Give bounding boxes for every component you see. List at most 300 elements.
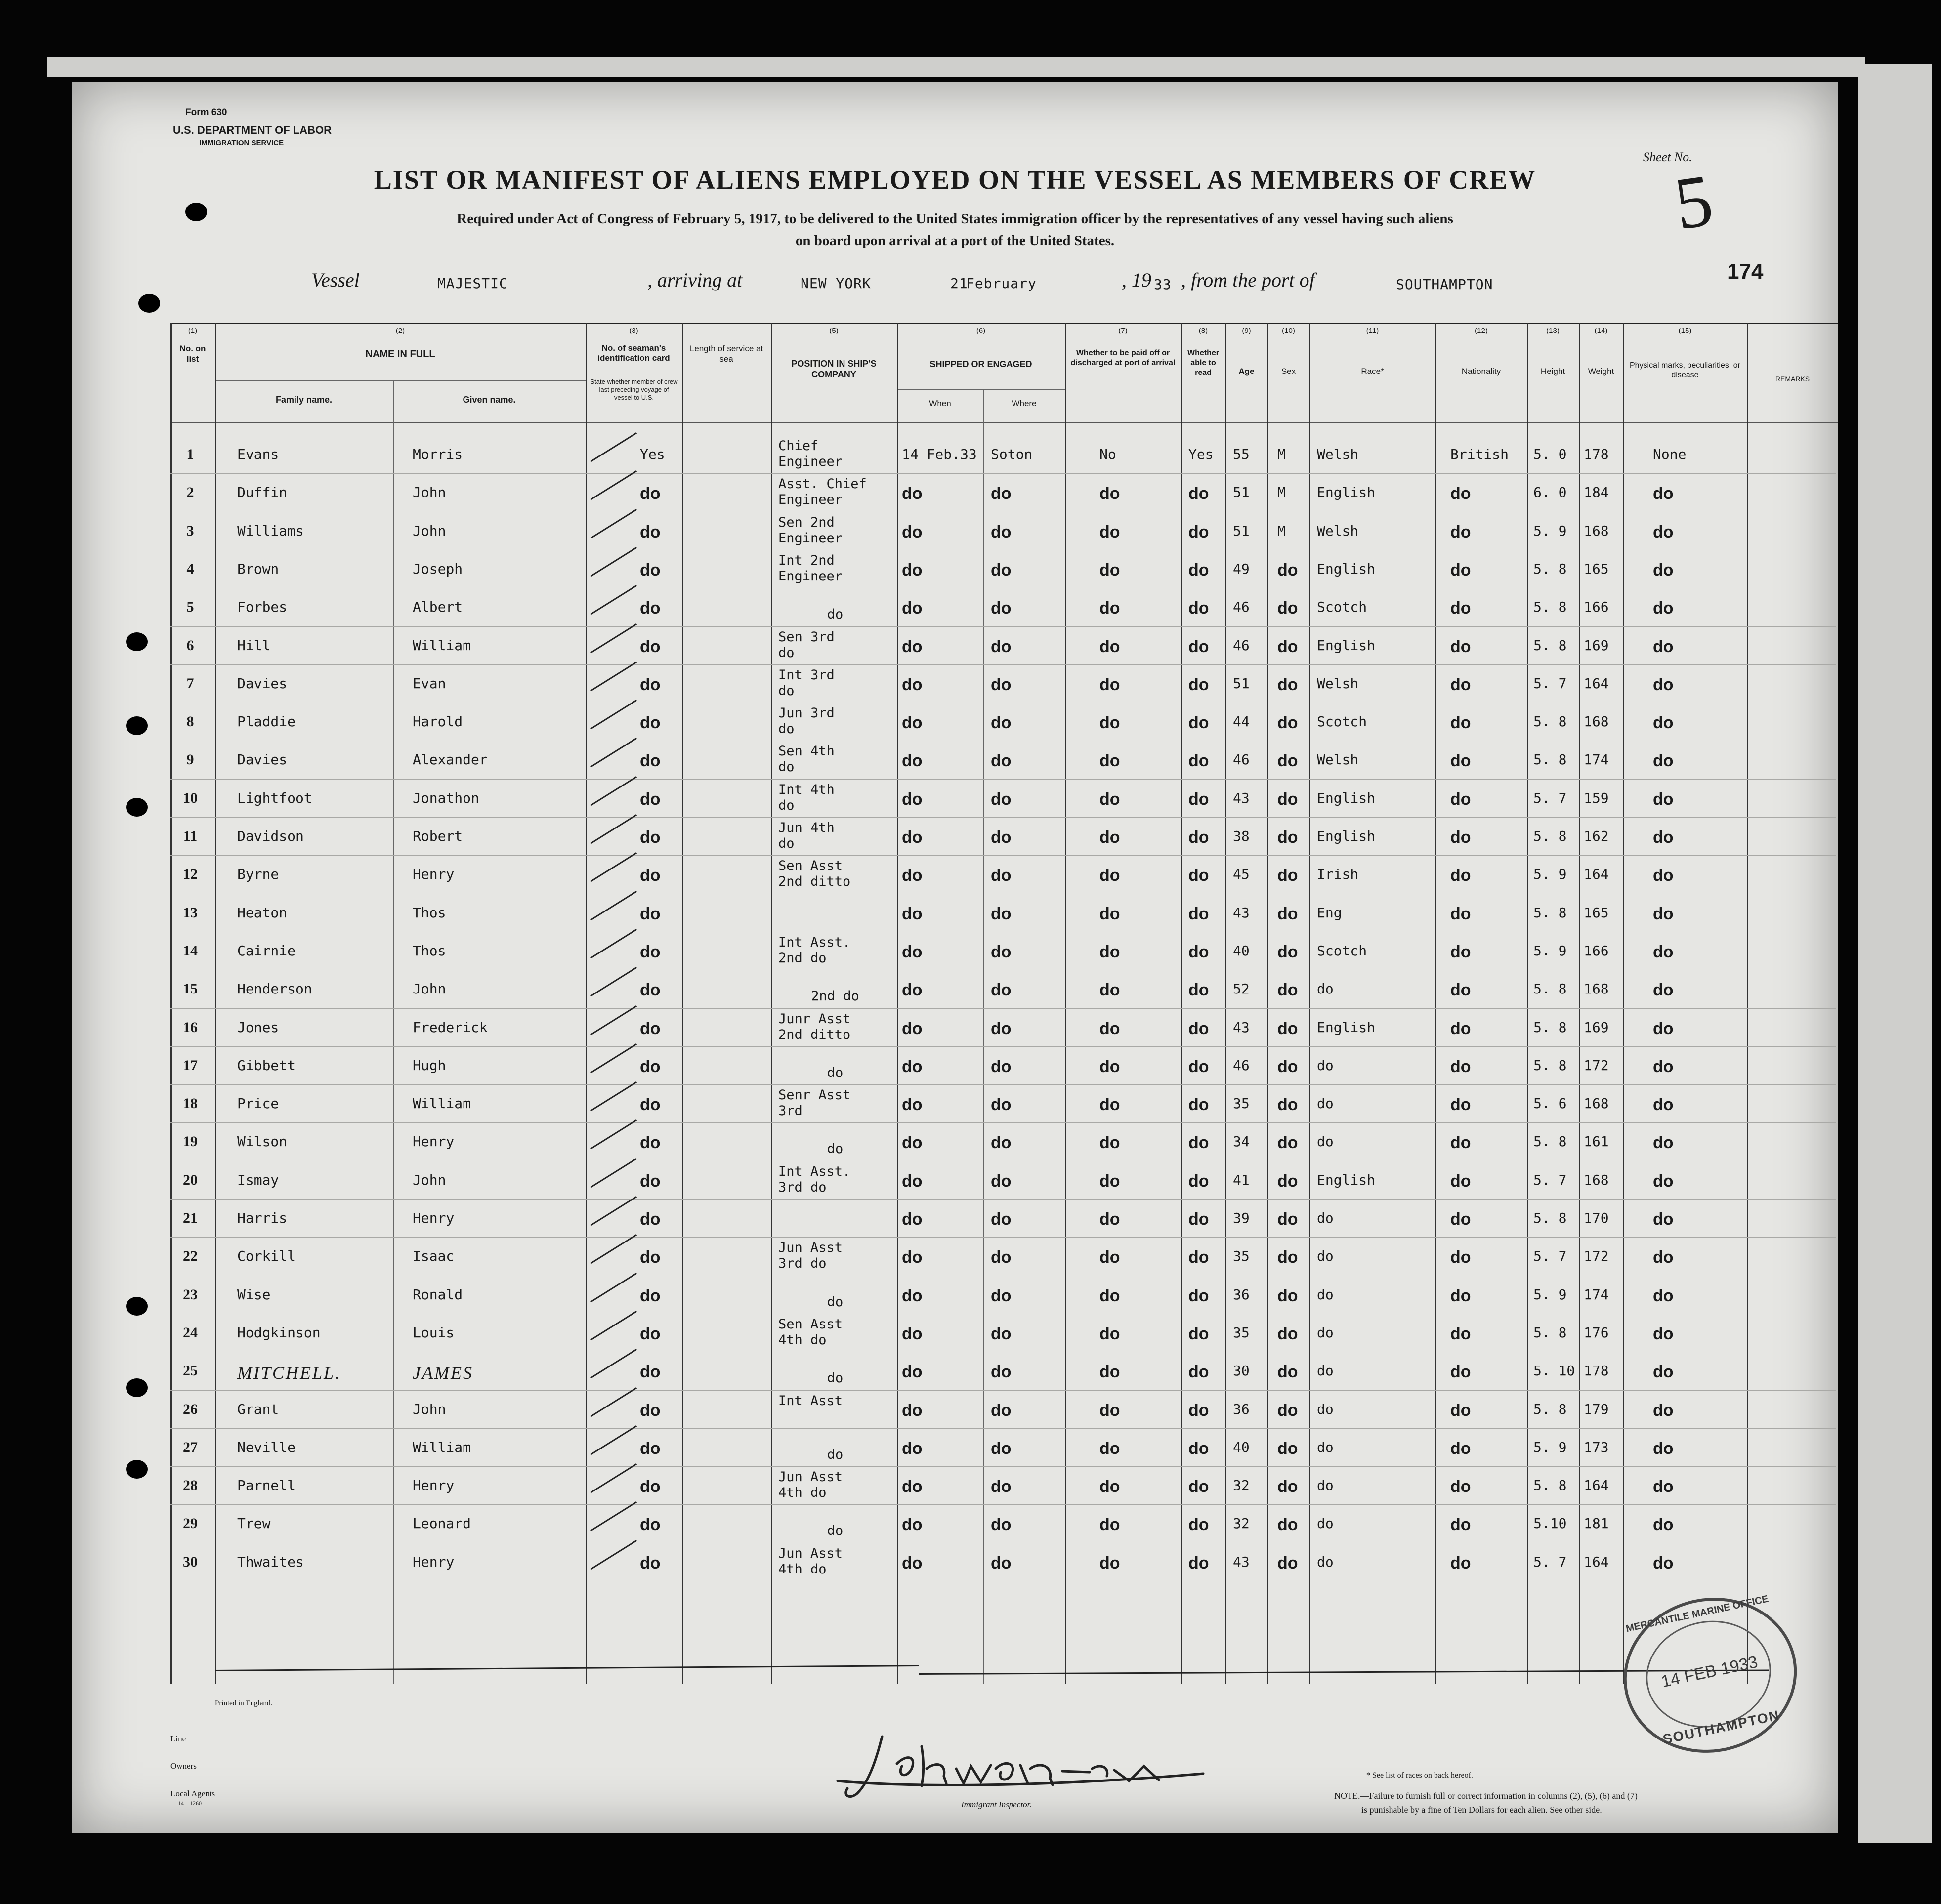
weight: 184	[1584, 484, 1609, 501]
race: Irish	[1317, 866, 1359, 883]
card-column-tick	[590, 929, 637, 959]
position-line2: do	[827, 1294, 844, 1310]
height: 5. 8	[1533, 713, 1567, 730]
col-divider	[682, 323, 683, 1684]
nationality: do	[1450, 904, 1471, 923]
previous-voyage: do	[640, 981, 661, 1000]
nationality: do	[1450, 484, 1471, 503]
col-number: (13)	[1546, 327, 1560, 335]
shipped-when: do	[902, 1019, 923, 1038]
form-number: Form 630	[185, 107, 227, 118]
race: do	[1317, 1248, 1334, 1265]
able-to-read: do	[1188, 904, 1209, 923]
given-name: Frederick	[413, 1019, 488, 1035]
able-to-read: do	[1188, 1439, 1209, 1458]
row-rule	[170, 1237, 1836, 1238]
shipped-when: do	[902, 828, 923, 847]
height: 5. 8	[1533, 1324, 1567, 1341]
row-rule	[170, 664, 1836, 665]
height: 5. 8	[1533, 751, 1567, 768]
position-line1: Senr Asst	[778, 1087, 851, 1103]
given-name: JAMES	[413, 1363, 473, 1383]
nationality: do	[1450, 675, 1471, 694]
age: 36	[1233, 1286, 1250, 1303]
row-rule	[170, 626, 1836, 627]
nationality: do	[1450, 1171, 1471, 1191]
sex: do	[1277, 560, 1298, 579]
card-column-tick	[590, 1349, 637, 1379]
family-name: Hodgkinson	[237, 1324, 321, 1341]
arrival-year: 33	[1154, 276, 1172, 292]
sex: M	[1277, 446, 1286, 462]
col-divider	[1747, 323, 1748, 1684]
race: English	[1317, 1019, 1376, 1035]
weight: 170	[1584, 1210, 1609, 1226]
able-to-read: do	[1188, 560, 1209, 579]
previous-voyage: Yes	[640, 446, 665, 462]
row-number: 15	[183, 981, 198, 997]
weight: 166	[1584, 942, 1609, 959]
given-name: Harold	[413, 713, 463, 730]
shipped-when: do	[902, 1133, 923, 1153]
inspector-label: Immigrant Inspector.	[961, 1800, 1032, 1809]
col-divider	[1267, 323, 1268, 1684]
row-number: 26	[183, 1401, 198, 1417]
row-rule	[170, 817, 1836, 818]
punch-hole	[126, 716, 148, 735]
paid-off: do	[1099, 484, 1120, 503]
age: 35	[1233, 1324, 1250, 1341]
col-divider	[897, 323, 898, 1684]
race: Eng	[1317, 904, 1342, 921]
mercantile-office-stamp	[1609, 1582, 1811, 1769]
col-divider	[983, 389, 984, 1684]
age: 46	[1233, 637, 1250, 654]
age: 55	[1233, 446, 1250, 462]
position-line1: Jun Asst	[778, 1240, 843, 1256]
sex: do	[1277, 1171, 1298, 1191]
age: 43	[1233, 789, 1250, 806]
nationality: do	[1450, 560, 1471, 579]
col-divider	[1623, 323, 1624, 1684]
shipped-where: do	[991, 1210, 1012, 1229]
age: 52	[1233, 981, 1250, 997]
shipped-when: do	[902, 1057, 923, 1076]
race: English	[1317, 1171, 1376, 1188]
shipped-where: do	[991, 1553, 1012, 1573]
shipped-when: do	[902, 1324, 923, 1343]
able-to-read: do	[1188, 1210, 1209, 1229]
height: 5. 7	[1533, 1248, 1567, 1265]
previous-voyage: do	[640, 1057, 661, 1076]
able-to-read: do	[1188, 1286, 1209, 1305]
height: 5. 8	[1533, 1133, 1567, 1150]
paid-off: do	[1099, 904, 1120, 923]
physical-marks: do	[1653, 713, 1674, 733]
row-strikethrough	[215, 1665, 919, 1671]
given-name: Jonathon	[413, 789, 479, 806]
race: Scotch	[1317, 942, 1367, 959]
header-length-of-service: Length of service at sea	[689, 344, 763, 364]
shipped-where: do	[991, 713, 1012, 733]
row-number: 22	[183, 1248, 198, 1265]
paid-off: do	[1099, 1477, 1120, 1496]
col-divider	[1181, 323, 1182, 1684]
shipped-where: do	[991, 1057, 1012, 1076]
previous-voyage: do	[640, 675, 661, 694]
paid-off: do	[1099, 1286, 1120, 1305]
position-line1: Int 3rd	[778, 667, 835, 683]
header-previous-voyage: State whether member of crew last preceding voyage of vessel to U.S.	[590, 378, 678, 401]
height: 5. 8	[1533, 1210, 1567, 1226]
shipped-when: do	[902, 1286, 923, 1305]
paid-off: do	[1099, 637, 1120, 656]
shipped-when: do	[902, 637, 923, 656]
family-name: Cairnie	[237, 942, 296, 959]
nationality: British	[1450, 446, 1509, 462]
nationality: do	[1450, 866, 1471, 885]
footer-print-code: 14—1260	[178, 1800, 202, 1807]
paid-off: do	[1099, 1095, 1120, 1115]
age: 44	[1233, 713, 1250, 730]
shipped-where: do	[991, 751, 1012, 771]
family-name: Williams	[237, 522, 304, 539]
height: 6. 0	[1533, 484, 1567, 501]
shipped-when: do	[902, 1171, 923, 1191]
row-number: 19	[183, 1133, 198, 1150]
family-name: Grant	[237, 1401, 279, 1417]
paid-off: do	[1099, 1171, 1120, 1191]
header-no-on-list: No. on list	[179, 344, 206, 364]
card-column-tick	[590, 1196, 637, 1226]
shipped-when: do	[902, 675, 923, 694]
nationality: do	[1450, 1248, 1471, 1267]
shipped-when: do	[902, 866, 923, 885]
card-column-tick	[590, 1158, 637, 1188]
requirement-text-cont: on board upon arrival at a port of the United States.	[795, 233, 1115, 248]
card-column-tick	[590, 700, 637, 730]
position-line1: Sen 4th	[778, 744, 835, 759]
height: 5.10	[1533, 1515, 1567, 1532]
nationality: do	[1450, 1324, 1471, 1343]
weight: 166	[1584, 599, 1609, 616]
arrival-port: NEW YORK	[801, 275, 871, 291]
col-divider	[1225, 323, 1226, 1684]
shipped-where: do	[991, 1477, 1012, 1496]
position-line2: do	[827, 1065, 844, 1080]
card-column-tick	[590, 509, 637, 539]
physical-marks: do	[1653, 1286, 1674, 1305]
card-column-tick	[590, 1463, 637, 1493]
card-column-tick	[590, 1425, 637, 1455]
age: 39	[1233, 1210, 1250, 1226]
previous-voyage: do	[640, 751, 661, 771]
paid-off: do	[1099, 1553, 1120, 1573]
weight: 168	[1584, 981, 1609, 997]
paid-off: No	[1099, 446, 1116, 462]
sex: do	[1277, 1515, 1298, 1534]
name-subheader-rule	[215, 380, 586, 381]
paid-off: do	[1099, 828, 1120, 847]
race: do	[1317, 1401, 1334, 1417]
height: 5. 8	[1533, 560, 1567, 577]
race: do	[1317, 981, 1334, 997]
sex: do	[1277, 1133, 1298, 1153]
family-name: Henderson	[237, 981, 312, 997]
col-number: (9)	[1242, 327, 1251, 335]
able-to-read: do	[1188, 1171, 1209, 1191]
punch-hole	[126, 1378, 148, 1397]
given-name: Ronald	[413, 1286, 463, 1303]
header-position: POSITION IN SHIP'S COMPANY	[791, 359, 877, 379]
able-to-read: do	[1188, 1477, 1209, 1496]
given-name: Robert	[413, 828, 463, 844]
position-line1: Chief	[778, 438, 819, 454]
previous-voyage: do	[640, 1363, 661, 1382]
arriving-label: , arriving at	[647, 269, 743, 291]
height: 5. 6	[1533, 1095, 1567, 1112]
col-number: (5)	[829, 327, 839, 335]
position-line2: do	[827, 607, 844, 622]
page-number: 174	[1727, 259, 1764, 284]
able-to-read: do	[1188, 789, 1209, 809]
family-name: Hill	[237, 637, 271, 654]
family-name: Trew	[237, 1515, 271, 1532]
card-column-tick	[590, 852, 637, 882]
weight: 172	[1584, 1057, 1609, 1074]
height: 5. 9	[1533, 522, 1567, 539]
row-number: 3	[186, 522, 194, 539]
weight: 164	[1584, 866, 1609, 883]
header-sex: Sex	[1281, 367, 1296, 376]
height: 5. 8	[1533, 904, 1567, 921]
physical-marks: do	[1653, 1019, 1674, 1038]
previous-voyage: do	[640, 484, 661, 503]
family-name: Evans	[237, 446, 279, 462]
position-line1: Int 2nd	[778, 552, 835, 568]
able-to-read: do	[1188, 599, 1209, 618]
race: do	[1317, 1553, 1334, 1570]
given-name: Thos	[413, 942, 446, 959]
nationality: do	[1450, 1439, 1471, 1458]
able-to-read: do	[1188, 981, 1209, 1000]
row-number: 9	[186, 751, 194, 768]
paid-off: do	[1099, 866, 1120, 885]
able-to-read: do	[1188, 1057, 1209, 1076]
position-line2: 4th do	[778, 1332, 827, 1348]
card-column-tick	[590, 738, 637, 768]
given-name: Henry	[413, 1477, 455, 1494]
shipped-where: do	[991, 1401, 1012, 1420]
position-line2: 4th do	[778, 1561, 827, 1577]
age: 43	[1233, 904, 1250, 921]
nationality: do	[1450, 828, 1471, 847]
weight: 164	[1584, 675, 1609, 692]
from-label: , from the port of	[1181, 269, 1315, 291]
given-name: John	[413, 981, 446, 997]
row-rule	[170, 1008, 1836, 1009]
shipped-where: do	[991, 828, 1012, 847]
row-number: 13	[183, 904, 198, 921]
shipped-when: do	[902, 484, 923, 503]
previous-voyage: do	[640, 1019, 661, 1038]
position-line2: do	[778, 836, 795, 851]
able-to-read: do	[1188, 942, 1209, 961]
physical-marks: do	[1653, 675, 1674, 694]
weight: 178	[1584, 1363, 1609, 1379]
shipped-when: do	[902, 599, 923, 618]
paid-off: do	[1099, 789, 1120, 809]
header-physical-marks: Physical marks, peculiarities, or disease	[1629, 361, 1741, 379]
age: 49	[1233, 560, 1250, 577]
given-name: Henry	[413, 1553, 455, 1570]
previous-voyage: do	[640, 1477, 661, 1496]
weight: 164	[1584, 1553, 1609, 1570]
family-name: Brown	[237, 560, 279, 577]
shipped-when: do	[902, 942, 923, 961]
race: English	[1317, 560, 1376, 577]
given-name: Hugh	[413, 1057, 446, 1074]
given-name: John	[413, 522, 446, 539]
height: 5. 7	[1533, 789, 1567, 806]
arrival-month: February	[966, 275, 1037, 291]
row-number: 1	[186, 446, 194, 462]
height: 5. 8	[1533, 1019, 1567, 1035]
previous-voyage: do	[640, 1401, 661, 1420]
sex: do	[1277, 713, 1298, 733]
col-number: (2)	[395, 327, 405, 335]
nationality: do	[1450, 1019, 1471, 1038]
previous-voyage: do	[640, 828, 661, 847]
given-name: William	[413, 1095, 471, 1112]
header-age: Age	[1238, 367, 1255, 376]
race: Scotch	[1317, 713, 1367, 730]
physical-marks: do	[1653, 1248, 1674, 1267]
sex: do	[1277, 981, 1298, 1000]
paid-off: do	[1099, 1363, 1120, 1382]
family-name: Duffin	[237, 484, 288, 501]
header-seaman-card: No. of seaman's identification card	[597, 343, 670, 363]
weight: 168	[1584, 713, 1609, 730]
col-number: (10)	[1282, 327, 1295, 335]
nationality: do	[1450, 1477, 1471, 1496]
able-to-read: do	[1188, 1553, 1209, 1573]
sex: do	[1277, 1095, 1298, 1115]
card-column-tick	[590, 1387, 637, 1417]
shipped-where: do	[991, 1515, 1012, 1534]
physical-marks: do	[1653, 1515, 1674, 1534]
physical-marks: do	[1653, 1095, 1674, 1115]
arrival-day: 21	[950, 275, 968, 291]
sex: do	[1277, 1477, 1298, 1496]
shipped-where: do	[991, 1363, 1012, 1382]
stamp-bottom-text: SOUTHAMPTON	[1661, 1707, 1781, 1747]
given-name: Henry	[413, 1133, 455, 1150]
given-name: Louis	[413, 1324, 455, 1341]
race: Welsh	[1317, 522, 1359, 539]
shipped-where: do	[991, 637, 1012, 656]
race: do	[1317, 1210, 1334, 1226]
race: Scotch	[1317, 599, 1367, 616]
shipped-when: do	[902, 1439, 923, 1458]
col-divider	[393, 380, 394, 1684]
sex: M	[1277, 522, 1286, 539]
sex: do	[1277, 1324, 1298, 1343]
height: 5. 7	[1533, 1171, 1567, 1188]
physical-marks: None	[1653, 446, 1687, 462]
row-number: 17	[183, 1057, 198, 1074]
race: English	[1317, 789, 1376, 806]
row-number: 4	[186, 560, 194, 577]
col-number: (14)	[1594, 327, 1608, 335]
position-line1: Int 4th	[778, 782, 835, 797]
race: Welsh	[1317, 446, 1359, 462]
height: 5. 10	[1533, 1363, 1575, 1379]
card-column-tick	[590, 814, 637, 844]
header-shipped-engaged: SHIPPED OR ENGAGED	[929, 359, 1032, 369]
shipped-where: do	[991, 981, 1012, 1000]
card-column-tick	[590, 585, 637, 615]
family-name: Ismay	[237, 1171, 279, 1188]
age: 43	[1233, 1553, 1250, 1570]
race: do	[1317, 1324, 1334, 1341]
position-line2: 3rd do	[778, 1256, 827, 1272]
family-name: Jones	[237, 1019, 279, 1035]
position-line1: Jun 4th	[778, 820, 835, 835]
stamp-top-text: MERCANTILE MARINE OFFICE	[1625, 1593, 1770, 1635]
header-able-to-read: Whether able to read	[1187, 349, 1219, 377]
page-title: LIST OR MANIFEST OF ALIENS EMPLOYED ON THE VESSEL AS MEMBERS OF CREW	[374, 165, 1536, 195]
header-weight: Weight	[1588, 367, 1614, 376]
age: 41	[1233, 1171, 1250, 1188]
sex: do	[1277, 942, 1298, 961]
header-bottom-border	[170, 422, 1838, 423]
nationality: do	[1450, 1057, 1471, 1076]
able-to-read: do	[1188, 1401, 1209, 1420]
position-line1: Sen Asst	[778, 1316, 843, 1332]
physical-marks: do	[1653, 942, 1674, 961]
paid-off: do	[1099, 1210, 1120, 1229]
shipped-when: do	[902, 1401, 923, 1420]
position-line2: do	[827, 1447, 844, 1462]
able-to-read: do	[1188, 866, 1209, 885]
weight: 174	[1584, 1286, 1609, 1303]
able-to-read: do	[1188, 1019, 1209, 1038]
shipped-where: do	[991, 599, 1012, 618]
family-name: Corkill	[237, 1248, 296, 1265]
weight: 164	[1584, 1477, 1609, 1494]
family-name: Thwaites	[237, 1553, 304, 1570]
family-name: Lightfoot	[237, 789, 312, 806]
shipped-where: do	[991, 1286, 1012, 1305]
shipped-when: do	[902, 560, 923, 579]
shipped-when: do	[902, 1515, 923, 1534]
nationality: do	[1450, 1363, 1471, 1382]
nationality: do	[1450, 942, 1471, 961]
weight: 169	[1584, 637, 1609, 654]
sex: do	[1277, 904, 1298, 923]
family-name: Neville	[237, 1439, 296, 1455]
previous-voyage: do	[640, 522, 661, 541]
previous-voyage: do	[640, 866, 661, 885]
row-number: 10	[183, 789, 198, 806]
race: Welsh	[1317, 751, 1359, 768]
sex: do	[1277, 1401, 1298, 1420]
able-to-read: do	[1188, 1133, 1209, 1153]
paid-off: do	[1099, 751, 1120, 771]
department-name: U.S. DEPARTMENT OF LABOR	[173, 124, 332, 136]
departure-port: SOUTHAMPTON	[1396, 276, 1493, 292]
